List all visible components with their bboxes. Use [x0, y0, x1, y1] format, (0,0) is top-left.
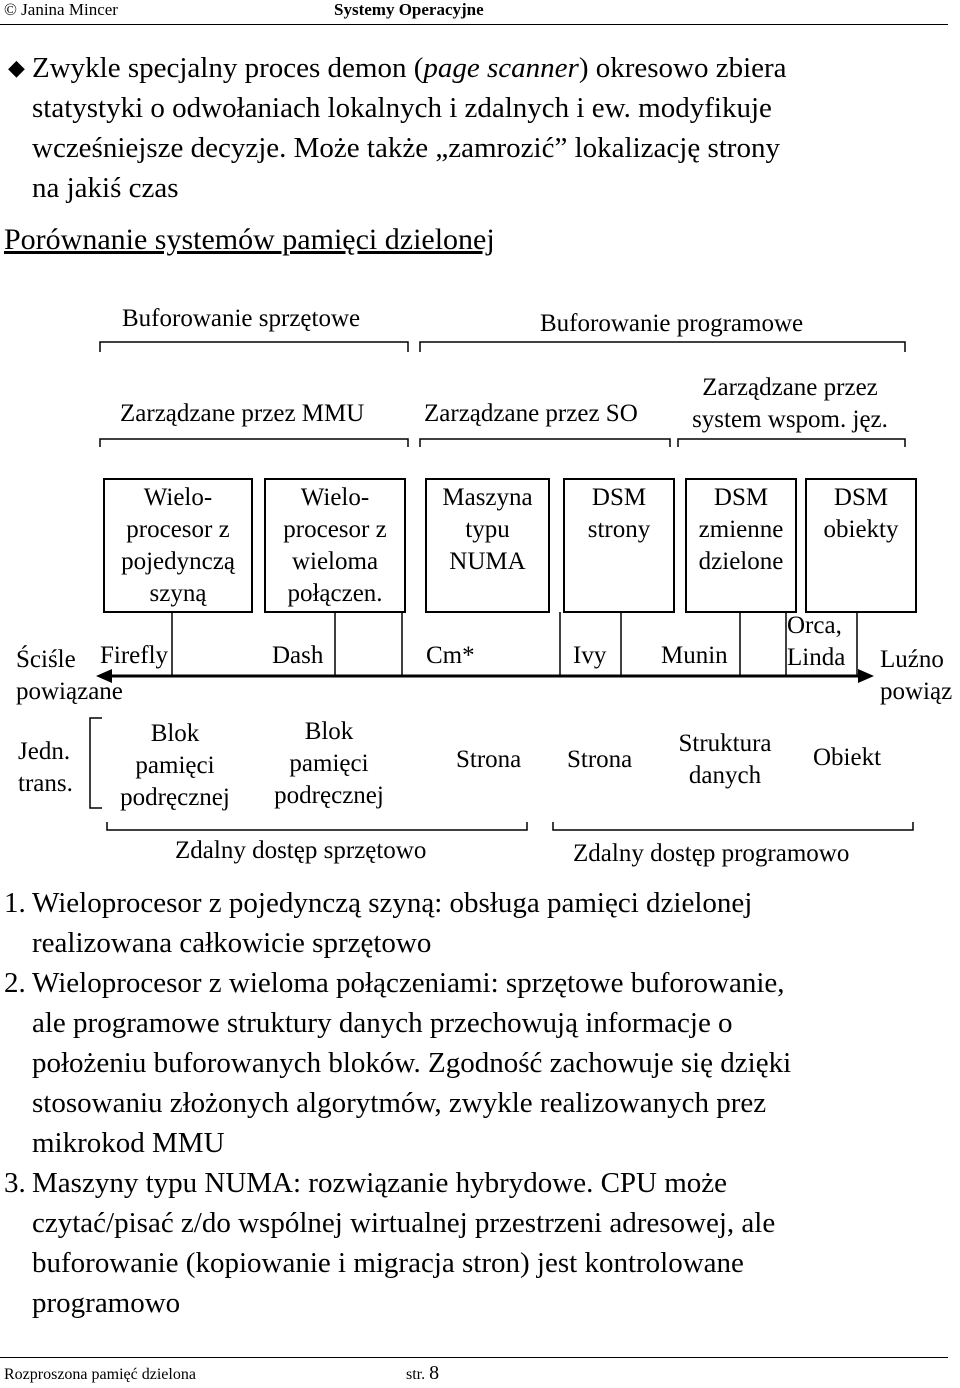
bracket-lang [678, 439, 905, 447]
box1-line2: procesor z [126, 516, 230, 543]
box5-line2: zmienne [698, 516, 784, 543]
unit-cache-block-2 [258, 716, 400, 812]
unit-data-structure [660, 728, 790, 792]
footer-page-label: str. [406, 1366, 426, 1383]
label-remote-sw: Zdalny dostęp programowo [573, 840, 850, 867]
axis-loose-label-2: powiąz [880, 678, 953, 705]
bullet-text-italic: page scanner [423, 52, 579, 84]
example-firefly: Firefly [100, 642, 169, 669]
footer-page [406, 1362, 439, 1385]
unit1-line3: podręcznej [120, 784, 230, 811]
bullet-text-b: ) okresowo zbiera [578, 52, 787, 84]
bullet-text-a: Zwykle specjalny proces demon ( [32, 52, 424, 84]
footer-page-number: 8 [429, 1362, 440, 1384]
box5-line3: dzielone [698, 548, 784, 575]
unit2-line1: Blok [304, 718, 354, 745]
box-multi-connection-multiprocessor [264, 478, 406, 613]
list3-line2: czytać/pisać z/do wspólnej wirtualnej przestrzeni adresowej, ale [32, 1207, 776, 1239]
axis-tight-label: Ściśle [16, 646, 76, 673]
example-munin: Munin [661, 642, 728, 669]
list2-line2: ale programowe struktury danych przechowują informacje o [32, 1007, 733, 1039]
bracket-mmu [100, 439, 408, 447]
list-item-3 [4, 1163, 954, 1323]
list2-line5: mikrokod MMU [32, 1127, 225, 1159]
unit2-line2: pamięci [289, 750, 369, 777]
box2-line2: procesor z [283, 516, 387, 543]
footer-divider [0, 1357, 948, 1358]
list-number-3: 3. [4, 1167, 26, 1199]
example-dash: Dash [272, 642, 324, 669]
list1-line1: Wieloprocesor z pojedynczą szyną: obsługa pamięci dzielonej [32, 887, 753, 919]
box-dsm-pages [563, 478, 675, 613]
box4-line2: strony [587, 516, 651, 543]
example-ivy: Ivy [573, 642, 607, 669]
example-cm: Cm* [426, 642, 475, 669]
unit1-line1: Blok [150, 720, 200, 747]
box1-line1: Wielo- [143, 484, 213, 511]
label-remote-hw: Zdalny dostęp sprzętowo [175, 837, 427, 864]
unit-page-2: Strona [567, 746, 633, 773]
bullet-line-4: na jakiś czas [32, 172, 179, 204]
list-number-2: 2. [4, 967, 26, 999]
bracket-hw-buffering [100, 342, 408, 352]
bracket-remote-sw [553, 822, 913, 830]
unit-struct-line2: danych [688, 762, 762, 789]
bracket-sw-buffering [420, 342, 905, 352]
label-managed-lang-line1: Zarządzane przez [702, 374, 878, 401]
section-title: Porównanie systemów pamięci dzielonej [4, 223, 495, 256]
box-numa-machine [425, 478, 550, 613]
unit-label-2: trans. [18, 770, 73, 797]
diamond-bullet-icon: ◆ [8, 55, 25, 80]
list2-line4: stosowaniu złożonych algorytmów, zwykle realizowanych prez [32, 1087, 767, 1119]
bracket-so [420, 439, 670, 447]
box5-line1: DSM [713, 484, 769, 511]
bracket-unit [90, 718, 102, 808]
unit-cache-block-1 [104, 718, 246, 814]
coupling-axis-arrow [96, 669, 874, 683]
label-managed-mmu: Zarządzane przez MMU [120, 400, 365, 427]
copyright-icon: © [4, 0, 17, 19]
author-name: Janina Mincer [21, 0, 118, 19]
label-sw-buffering: Buforowanie programowe [540, 310, 804, 337]
box-dsm-shared-variables [685, 478, 797, 613]
bracket-remote-hw [107, 822, 527, 830]
label-managed-lang [680, 372, 900, 436]
box4-line1: DSM [591, 484, 647, 511]
label-hw-buffering: Buforowanie sprzętowe [122, 305, 361, 332]
list-item-2 [4, 963, 954, 1163]
box3-line2: typu [465, 516, 510, 543]
box2-line1: Wielo- [300, 484, 370, 511]
example-linda: Linda [787, 644, 846, 671]
axis-tight-label-2: powiązane [16, 678, 123, 705]
list3-line3: buforowanie (kopiowanie i migracja stron) jest kontrolowane [32, 1247, 744, 1279]
unit-label-1: Jedn. [18, 738, 71, 765]
unit-struct-line1: Struktura [678, 730, 772, 757]
list1-line2: realizowana całkowicie sprzętowo [32, 927, 432, 959]
list3-line4: programowo [32, 1287, 181, 1319]
box6-line1: DSM [833, 484, 889, 511]
box6-line2: obiekty [823, 516, 899, 543]
footer-title: Rozproszona pamięć dzielona [4, 1366, 196, 1383]
unit-object: Obiekt [813, 744, 882, 771]
unit2-line3: podręcznej [274, 782, 384, 809]
box-dsm-objects [805, 478, 917, 613]
unit-page-1: Strona [456, 746, 522, 773]
list2-line3: położeniu buforowanych bloków. Zgodność zachowuje się dzięki [32, 1047, 792, 1079]
box3-line3: NUMA [449, 548, 526, 575]
list3-line1: Maszyny typu NUMA: rozwiązanie hybrydowe. CPU może [32, 1167, 728, 1199]
box3-line1: Maszyna [442, 484, 533, 511]
box1-line3: pojedynczą [121, 548, 235, 575]
bullet-line-2: statystyki o odwołaniach lokalnych i zdalnych i ew. modyfikuje [32, 92, 772, 124]
box2-line4: połączen. [287, 580, 383, 607]
bullet-line-3: wcześniejsze decyzje. Może także „zamrozić” lokalizację strony [32, 132, 780, 164]
box1-line4: szyną [149, 580, 207, 607]
axis-loose-label: Luźno [880, 646, 944, 673]
numbered-list [4, 883, 954, 1323]
label-managed-so: Zarządzane przez SO [424, 400, 638, 427]
list-item-1 [4, 883, 954, 963]
example-orca: Orca, [787, 612, 842, 639]
unit1-line2: pamięci [135, 752, 215, 779]
list2-line1: Wieloprocesor z wieloma połączeniami: sprzętowe buforowanie, [32, 967, 785, 999]
box2-line3: wieloma [291, 548, 379, 575]
list-number-1: 1. [4, 887, 26, 919]
box-single-bus-multiprocessor [103, 478, 253, 613]
label-managed-lang-line2: system wspom. jęz. [692, 406, 888, 433]
header-title: Systemy Operacyjne [334, 0, 484, 19]
